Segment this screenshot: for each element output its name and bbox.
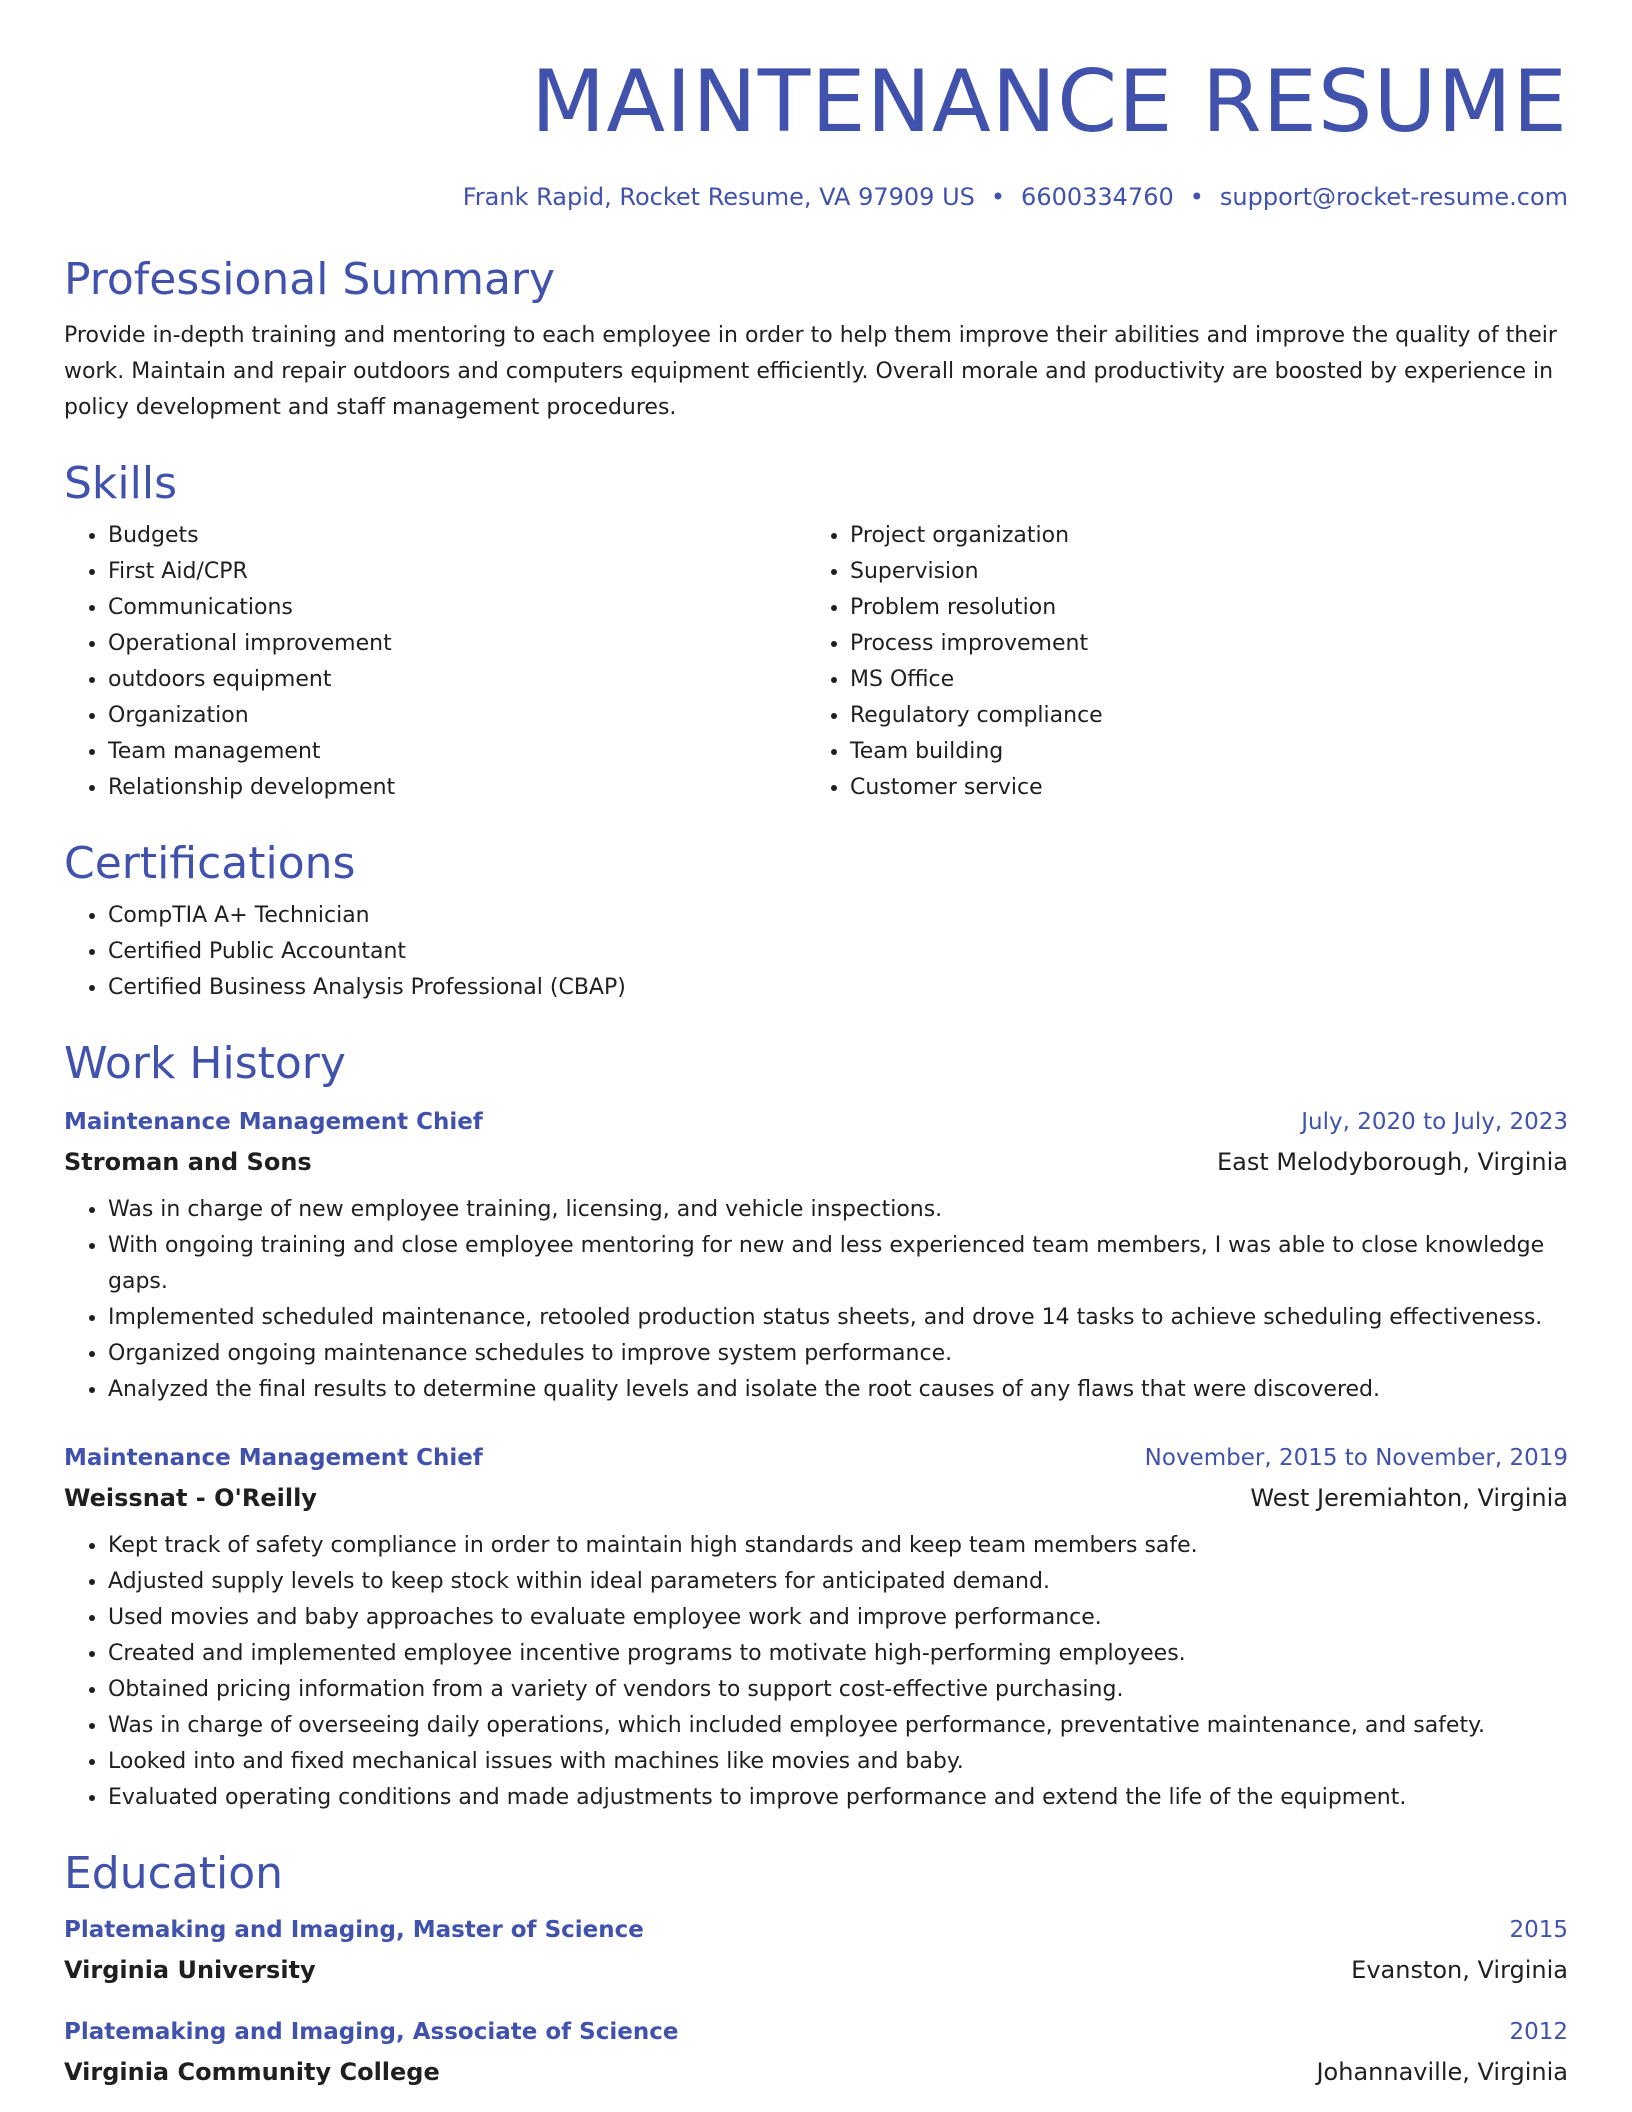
work-history-heading: Work History <box>64 1038 346 1089</box>
education-location: Evanston, Virginia <box>1351 1956 1568 1984</box>
education-location: Johannaville, Virginia <box>1316 2058 1568 2086</box>
education-entry <box>64 2012 1568 2092</box>
certification-item: • CompTIA A+ Technician <box>108 898 1568 934</box>
certifications-heading: Certifications <box>64 838 356 889</box>
skill-item: • Operational improvement <box>108 626 806 662</box>
job-dates: July, 2020 to July, 2023 <box>1301 1109 1568 1135</box>
job-bullet: • Adjusted supply levels to keep stock within ideal parameters for anticipated demand. <box>108 1564 1568 1600</box>
skill-item: • Communications <box>108 590 806 626</box>
job-bullet: • Kept track of safety compliance in order to maintain high standards and keep team members safe. <box>108 1528 1568 1564</box>
skill-item: • Project organization <box>850 518 1548 554</box>
skill-item: • Process improvement <box>850 626 1548 662</box>
job-company: Stroman and Sons <box>64 1148 312 1176</box>
contact-separator: • <box>990 183 1006 211</box>
certification-item: • Certified Business Analysis Professional (CBAP) <box>108 970 1568 1006</box>
skill-item: • Budgets <box>108 518 806 554</box>
job-bullet: • Was in charge of new employee training, licensing, and vehicle inspections. <box>108 1192 1568 1228</box>
job-location: West Jeremiahton, Virginia <box>1250 1484 1568 1512</box>
job-entry <box>64 1438 1568 1816</box>
job-bullet: • Evaluated operating conditions and made adjustments to improve performance and extend the life of the equipment. <box>108 1780 1568 1816</box>
education-entry <box>64 1910 1568 1990</box>
job-bullet: • Created and implemented employee incentive programs to motivate high-performing employees. <box>108 1636 1568 1672</box>
resume-page <box>64 0 1568 2092</box>
skill-item: • outdoors equipment <box>108 662 806 698</box>
skills-column-left <box>64 518 806 806</box>
education-heading: Education <box>64 1848 284 1899</box>
job-company: Weissnat - O'Reilly <box>64 1484 317 1512</box>
job-bullet: • Obtained pricing information from a variety of vendors to support cost-effective purchasing. <box>108 1672 1568 1708</box>
education-degree: Platemaking and Imaging, Master of Science <box>64 1917 644 1943</box>
contact-separator: • <box>1189 183 1204 211</box>
skill-item: • Problem resolution <box>850 590 1548 626</box>
contact-line <box>64 180 1568 214</box>
certifications-list <box>64 898 1568 1006</box>
summary-heading: Professional Summary <box>64 254 556 305</box>
skill-item: • Relationship development <box>108 770 806 806</box>
skill-item: • Organization <box>108 698 806 734</box>
skills-grid <box>64 518 1568 806</box>
skill-item: • Regulatory compliance <box>850 698 1548 734</box>
contact-phone: 6600334760 <box>1021 183 1174 211</box>
skill-item: • Team management <box>108 734 806 770</box>
skills-column-right <box>806 518 1548 806</box>
education-year: 2012 <box>1509 2019 1568 2045</box>
job-bullet: • Was in charge of overseeing daily operations, which included employee performance, preventative maintenance, and safety. <box>108 1708 1568 1744</box>
job-title: Maintenance Management Chief <box>64 1109 483 1135</box>
skills-heading: Skills <box>64 458 178 509</box>
education-header <box>64 1910 1568 1950</box>
job-entry <box>64 1102 1568 1408</box>
job-bullets <box>64 1192 1568 1408</box>
skill-item: • Supervision <box>850 554 1548 590</box>
job-bullet: • Used movies and baby approaches to evaluate employee work and improve performance. <box>108 1600 1568 1636</box>
skill-item: • Customer service <box>850 770 1548 806</box>
summary-text: Provide in-depth training and mentoring to each employee in order to help them improve their abilities and improve the quality of their work. Maintain and repair outdoors and computers equipment efficiently. Overall morale and productivity are boosted by experience in policy development and staff management procedures. <box>64 323 1557 420</box>
skill-item: • First Aid/CPR <box>108 554 806 590</box>
skill-item: • Team building <box>850 734 1548 770</box>
resume-title: MAINTENANCE RESUME <box>531 52 1568 152</box>
skill-item: • MS Office <box>850 662 1548 698</box>
job-subheader <box>64 1142 1568 1182</box>
contact-email[interactable]: support@rocket-resume.com <box>1219 183 1568 211</box>
job-header <box>64 1438 1568 1478</box>
job-location: East Melodyborough, Virginia <box>1216 1148 1568 1176</box>
job-title: Maintenance Management Chief <box>64 1445 483 1471</box>
education-year: 2015 <box>1509 1917 1568 1943</box>
job-dates: November, 2015 to November, 2019 <box>1144 1445 1568 1471</box>
education-degree: Platemaking and Imaging, Associate of Science <box>64 2019 679 2045</box>
job-subheader <box>64 1478 1568 1518</box>
job-header <box>64 1102 1568 1142</box>
job-bullet: • Looked into and fixed mechanical issues with machines like movies and baby. <box>108 1744 1568 1780</box>
education-subheader <box>64 2052 1568 2092</box>
job-bullet: • Implemented scheduled maintenance, retooled production status sheets, and drove 14 tasks to achieve scheduling effectiveness. <box>108 1300 1568 1336</box>
education-school: Virginia University <box>64 1956 316 1984</box>
education-school: Virginia Community College <box>64 2058 440 2086</box>
education-subheader <box>64 1950 1568 1990</box>
job-bullets <box>64 1528 1568 1816</box>
job-bullet: • Analyzed the final results to determine quality levels and isolate the root causes of any flaws that were discovered. <box>108 1372 1568 1408</box>
job-bullet: • Organized ongoing maintenance schedules to improve system performance. <box>108 1336 1568 1372</box>
job-bullet: • With ongoing training and close employee mentoring for new and less experienced team members, I was able to close knowledge gaps. <box>108 1228 1568 1300</box>
contact-address: Frank Rapid, Rocket Resume, VA 97909 US <box>462 183 975 211</box>
certification-item: • Certified Public Accountant <box>108 934 1568 970</box>
education-header <box>64 2012 1568 2052</box>
